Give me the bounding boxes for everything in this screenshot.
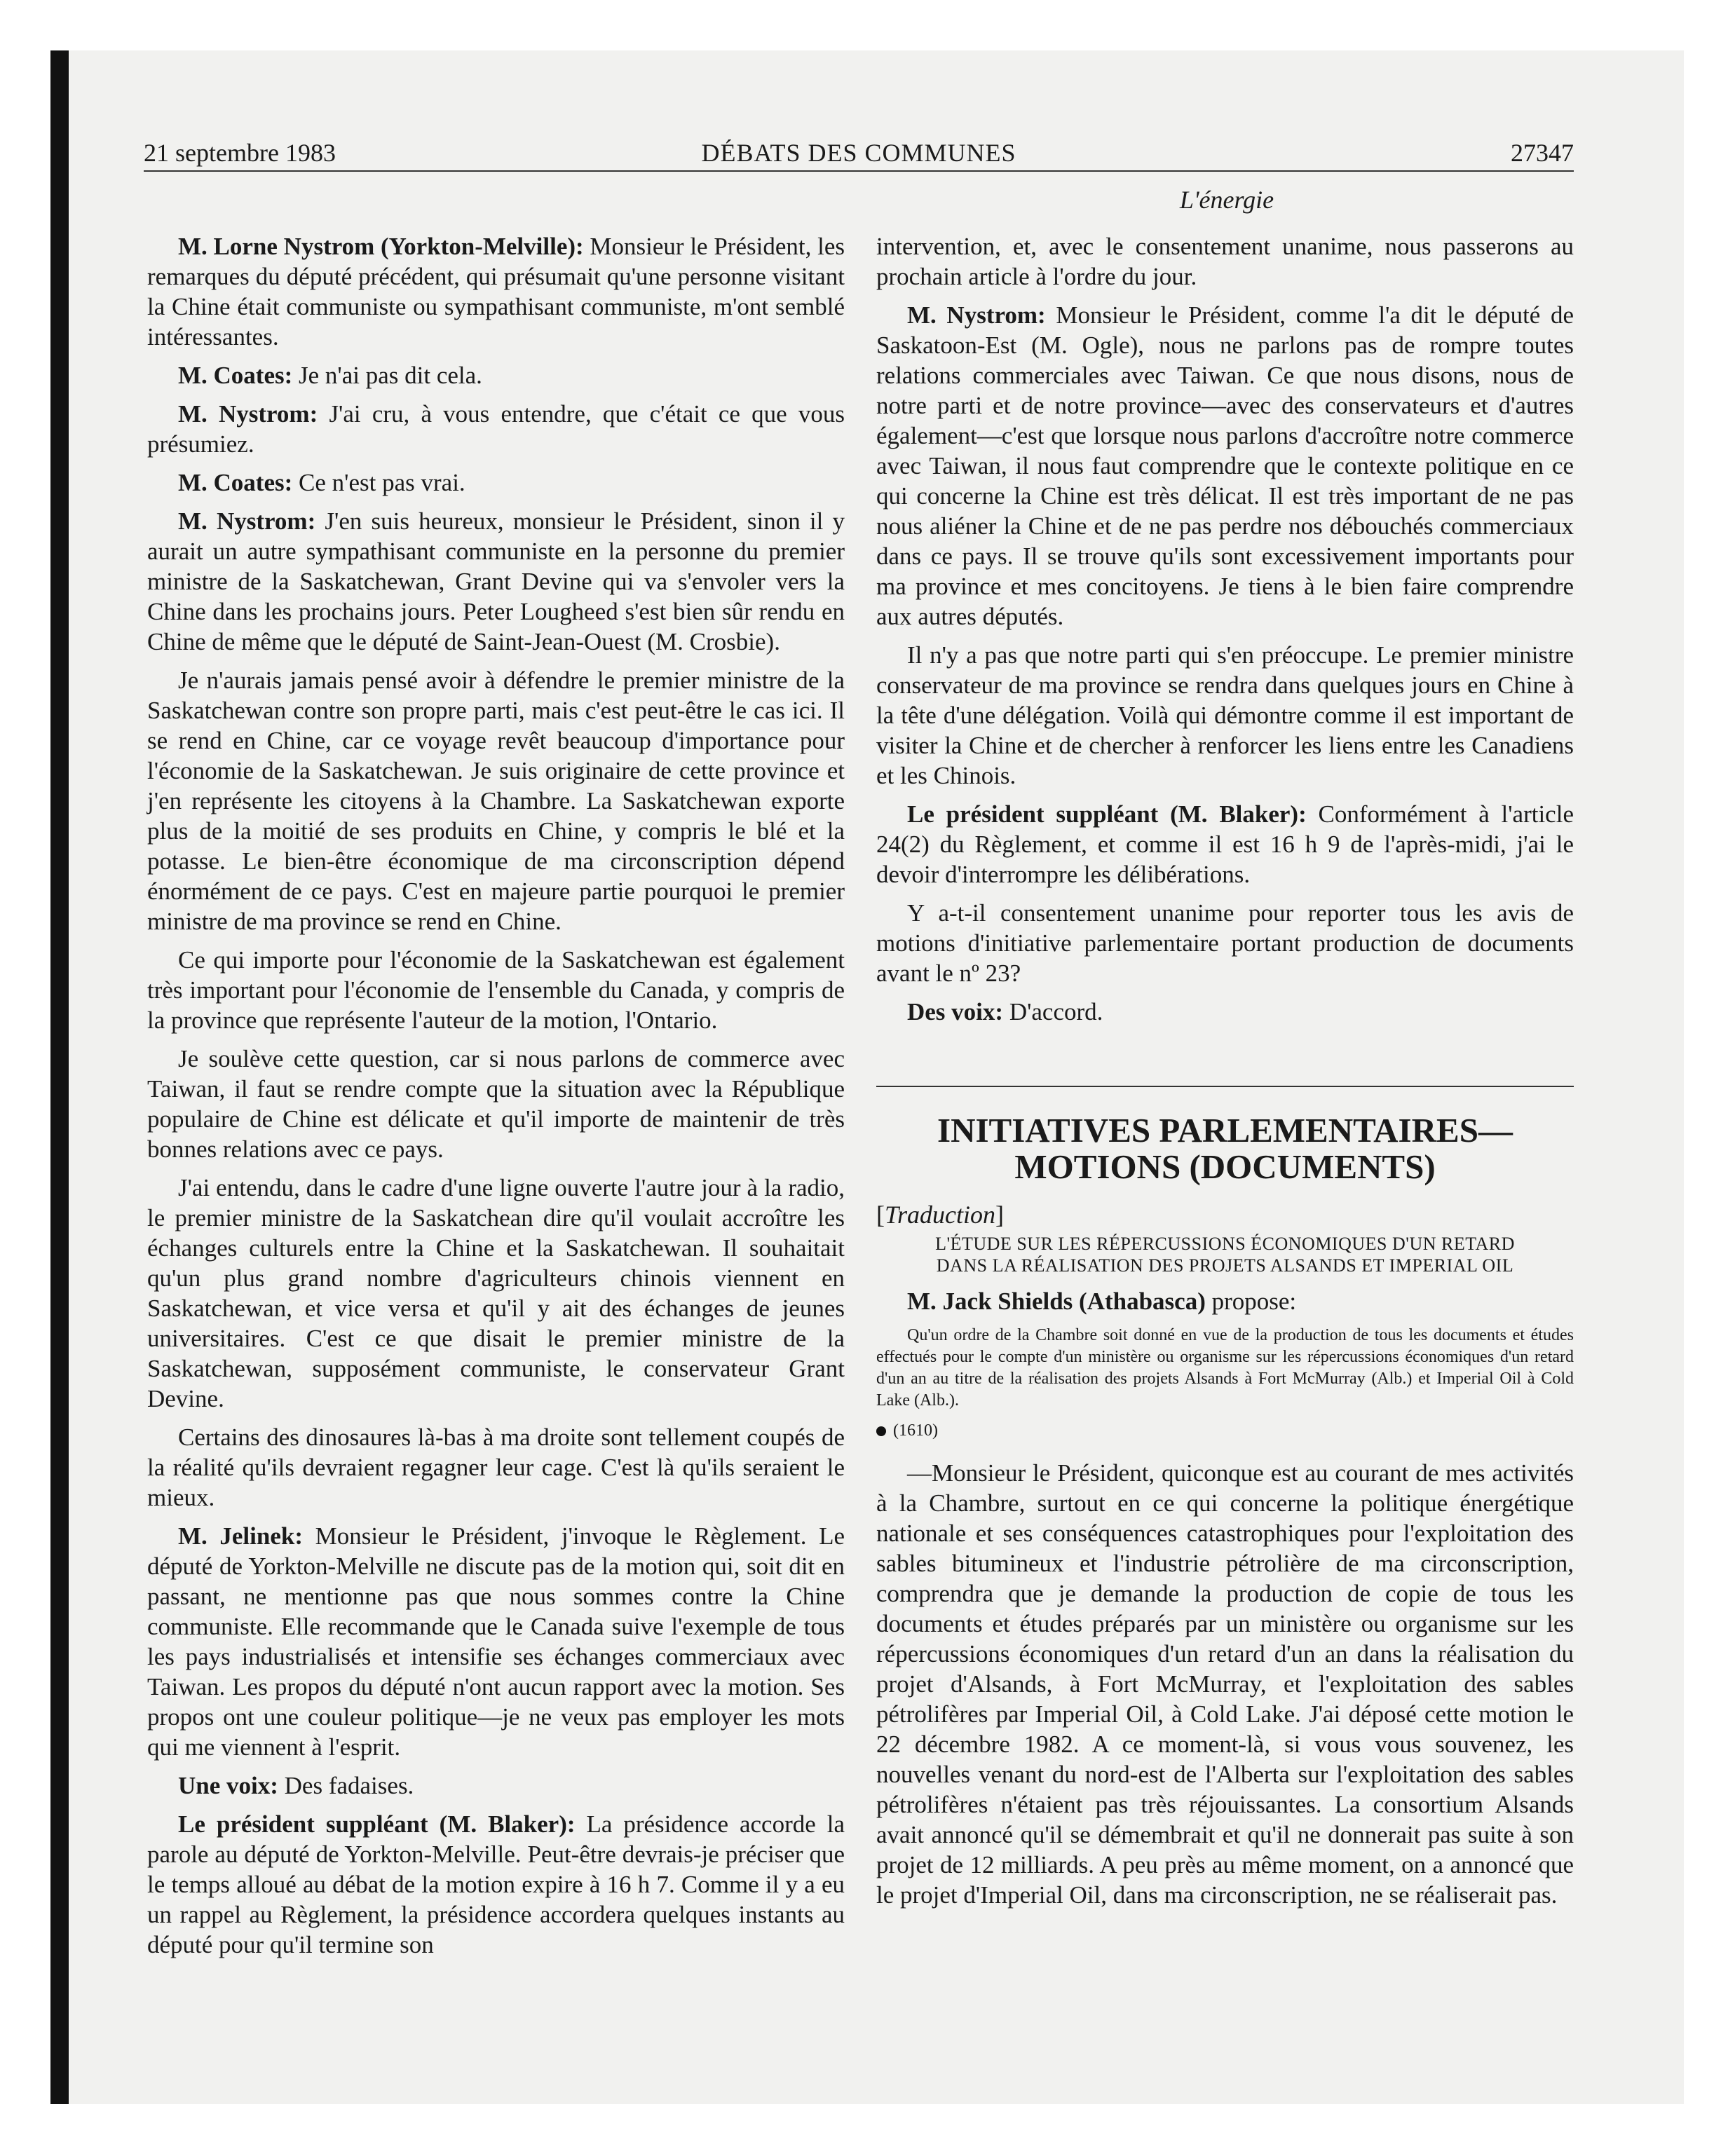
paragraph-text: D'accord.: [1003, 998, 1103, 1025]
right-column-paragraphs: [876, 231, 1574, 1027]
paragraph: [147, 468, 845, 498]
left-column: [147, 231, 845, 1968]
paragraph: [147, 231, 845, 352]
speaker-name: M. Nystrom:: [178, 400, 318, 428]
paragraph: [147, 945, 845, 1035]
paragraph-text: Certains des dinosaures là-bas à ma droite sont tellement coupés de la réalité qu'ils devraient regagner leur cage. C'est là qu'ils seraient le mieux.: [147, 1424, 845, 1511]
motion-subject-line-1: L'ÉTUDE SUR LES RÉPERCUSSIONS ÉCONOMIQUES D'UN RETARD: [935, 1234, 1515, 1254]
translation-label: Traduction: [885, 1201, 996, 1229]
section-title-line-2: MOTIONS (DOCUMENTS): [1014, 1147, 1436, 1186]
speaker-name: M. Coates:: [178, 469, 293, 496]
speaker-name: Le président suppléant (M. Blaker):: [907, 800, 1307, 828]
timestamp-marker: [876, 1420, 1574, 1441]
paragraph-text: Des fadaises.: [278, 1772, 414, 1799]
paragraph: [147, 1770, 845, 1801]
running-section-label: L'énergie: [1179, 186, 1274, 214]
paragraph: [147, 1521, 845, 1762]
paragraph-text: Ce qui importe pour l'économie de la Saskatchewan est également très important pour l'économie de l'ensemble du Canada, y compris de la province que représente l'auteur de la motion, l'Ontario.: [147, 946, 845, 1034]
speaker-name: M. Coates:: [178, 362, 293, 389]
timestamp-text: (1610): [893, 1421, 938, 1440]
paragraph-text: Y a-t-il consentement unanime pour reporter tous les avis de motions d'initiative parlementaire portant production de documents avant le nº 23?: [876, 899, 1574, 987]
paragraph-text: Ce n'est pas vrai.: [292, 469, 465, 496]
paragraph: [147, 399, 845, 459]
proposer-name: M. Jack Shields (Athabasca): [907, 1288, 1206, 1315]
paragraph: [876, 640, 1574, 791]
proposer-line: [876, 1286, 1574, 1316]
translation-bracket-close: ]: [995, 1201, 1005, 1229]
speaker-name: M. Nystrom:: [178, 507, 316, 535]
header-page-number: 27347: [1511, 139, 1574, 167]
header-rule: [144, 170, 1574, 172]
paragraph-text: J'ai entendu, dans le cadre d'une ligne ouverte l'autre jour à la radio, le premier ministre de la Saskatchean dire qu'il voulait accroître les échanges culturels entre la Chine et la Saskatchewan. Il souhaitait qu'un plus grand nombre d'agriculteurs chinois viennent en Saskatchewan, et vice versa et qu'il y ait des échanges de jeunes universitaires. C'est ce que disait le premier ministre de la Saskatchewan, supposément communiste, le conservateur Grant Devine.: [147, 1174, 845, 1412]
right-column: [876, 231, 1574, 1918]
paragraph-text: J'en suis heureux, monsieur le Président, sinon il y aurait un autre sympathisant communiste en la personne du premier ministre de la Saskatchewan, Grant Devine qui va s'envoler vers la Chine dans les prochains jours. Peter Lougheed s'est bien sûr rendu en Chine de même que le député de Saint-Jean-Ouest (M. Crosbie).: [147, 507, 845, 655]
bullet-dot-icon: [876, 1426, 886, 1436]
motion-subject: [876, 1233, 1574, 1276]
paragraph-text: Il n'y a pas que notre parti qui s'en préoccupe. Le premier ministre conservateur de ma province se rendra dans quelques jours en Chine à la tête d'une délégation. Voilà qui démontre comme il est important de visiter la Chine et de chercher à renforcer les liens entre les Canadiens et les Chinois.: [876, 641, 1574, 789]
paragraph: [147, 1044, 845, 1164]
translation-bracket-open: [: [876, 1201, 885, 1229]
speaker-name: Une voix:: [178, 1772, 278, 1799]
paragraph-text: Je n'aurais jamais pensé avoir à défendre le premier ministre de la Saskatchewan contre son propre parti, mais c'est peut-être le cas ici. Il se rend en Chine, car ce voyage revêt beaucoup d'importance pour l'économie de la Saskatchewan. Je suis originaire de cette province et j'en représente les citoyens à la Chambre. La Saskatchewan exporte plus de la moitié de ses produits en Chine, y compris le blé et la potasse. Le bien-être économique de ma circonscription dépend énormément de ce pays. C'est en majeure partie pourquoi le premier ministre de ma province se rend en Chine.: [147, 667, 845, 935]
paragraph: [147, 360, 845, 390]
paragraph: [876, 799, 1574, 889]
paragraph: [876, 300, 1574, 632]
paragraph-text: La présidence accorde la parole au député de Yorkton-Melville. Peut-être devrais-je préciser que le temps alloué au débat de la motion expire à 16 h 7. Comme il y a eu un rappel au Règlement, la présidence accordera quelques instants au député pour qu'il termine son: [147, 1810, 845, 1958]
motion-text: Qu'un ordre de la Chambre soit donné en vue de la production de tous les documents et études effectués pour le compte d'un ministère ou organisme sur les répercussions économiques d'un retard d'un an au titre de la réalisation des projets Alsands à Fort McMurray (Alb.) et Imperial Oil à Cold Lake (Alb.).: [876, 1326, 1574, 1410]
paragraph-text: Je n'ai pas dit cela.: [292, 362, 482, 389]
paragraph-text: Monsieur le Président, les remarques du député précédent, qui présumait qu'une personne visitant la Chine était communiste ou sympathisant communiste, m'ont semblé intéressantes.: [147, 233, 845, 350]
proposer-verb: propose:: [1205, 1288, 1297, 1315]
paragraph-text: Je soulève cette question, car si nous parlons de commerce avec Taiwan, il faut se rendre compte que la situation avec la République populaire de Chine est délicate et qu'il importe de maintenir de très bonnes relations avec ce pays.: [147, 1045, 845, 1163]
paragraph-text: J'ai cru, à vous entendre, que c'était ce que vous présumiez.: [147, 400, 845, 458]
speaker-name: Des voix:: [907, 998, 1004, 1025]
speaker-name: M. Jelinek:: [178, 1522, 303, 1550]
paragraph: [876, 231, 1574, 292]
binding-edge: [50, 50, 69, 2104]
paragraph: [147, 665, 845, 936]
header-date: 21 septembre 1983: [144, 139, 336, 167]
closing-paragraph: —Monsieur le Président, quiconque est au courant de mes activités à la Chambre, surtout en ce qui concerne la politique énergétique nationale et ses conséquences catastrophiques pour l'exploitation des sables bitumineux et l'industrie pétrolière de ma circonscription, comprendra que je demande la production de copie de tous les documents et études préparés par un ministère ou organisme sur les répercussions économiques d'un retard d'un an dans la réalisation du projet d'Alsands, à Fort McMurray, et l'exploitation des sables pétrolifères par Imperial Oil, à Cold Lake. J'ai déposé cette motion le 22 décembre 1982. A ce moment-là, si vous vous souvenez, les nouvelles venant du nord-est de l'Alberta sur l'exploitation des sables pétrolifères n'étaient pas très réjouissantes. La consortium Alsands avait annoncé qu'il se démembrait et qu'il ne donnerait pas suite à son projet de 12 milliards. A peu près au même moment, on a annoncé que le projet d'Imperial Oil, dans ma circonscription, ne se réaliserait pas.: [876, 1459, 1574, 1909]
speaker-name: M. Nystrom:: [907, 301, 1046, 329]
paragraph: [147, 1173, 845, 1414]
paragraph: [876, 898, 1574, 988]
paragraph-text: Conformément à l'article 24(2) du Règlement, et comme il est 16 h 9 de l'après-midi, j'ai le devoir d'interrompre les délibérations.: [876, 800, 1574, 888]
paragraph-text: intervention, et, avec le consentement unanime, nous passerons au prochain article à l'ordre du jour.: [876, 233, 1574, 290]
paragraph: [147, 1422, 845, 1513]
section-title: [876, 1112, 1574, 1185]
header-journal-title: DÉBATS DES COMMUNES: [701, 139, 1016, 167]
translation-note: [876, 1199, 1574, 1230]
page-header: [144, 137, 1574, 169]
paragraph-text: Monsieur le Président, j'invoque le Règlement. Le député de Yorkton-Melville ne discute pas de la motion qui, soit dit en passant, ne mentionne pas que nous sommes contre la Chine communiste. Elle recommande que le Canada suive l'exemple de tous les pays industrialisés et intensifie ses échanges commerciaux avec Taiwan. Les propos du député n'ont aucun rapport avec la motion. Ses propos ont une couleur politique—je ne veux pas employer les mots qui me viennent à l'esprit.: [147, 1522, 845, 1761]
paragraph: [147, 506, 845, 657]
section-title-line-1: INITIATIVES PARLEMENTAIRES—: [937, 1111, 1513, 1149]
speaker-name: Le président suppléant (M. Blaker):: [178, 1810, 576, 1838]
motion-subject-line-2: DANS LA RÉALISATION DES PROJETS ALSANDS ET IMPERIAL OIL: [936, 1255, 1514, 1276]
speaker-name: M. Lorne Nystrom (Yorkton-Melville):: [178, 233, 584, 260]
section-divider: [876, 1086, 1574, 1087]
paragraph-text: Monsieur le Président, comme l'a dit le député de Saskatoon-Est (M. Ogle), nous ne parlons pas de rompre toutes relations commerciales avec Taiwan. Ce que nous disons, nous de notre parti et de notre province—avec des conservateurs et d'autres également—c'est que lorsque nous parlons d'accroître notre commerce avec Taiwan, il nous faut comprendre que le contexte politique en ce qui concerne la Chine est très délicat. Il est très important de ne pas nous aliéner la Chine et de ne pas perdre nos débouchés commerciaux dans ce pays. Il se trouve qu'ils sont excessivement importants pour ma province et mes concitoyens. Je tiens à le bien faire comprendre aux autres députés.: [876, 301, 1574, 630]
paragraph: [876, 997, 1574, 1027]
paragraph: [147, 1809, 845, 1960]
